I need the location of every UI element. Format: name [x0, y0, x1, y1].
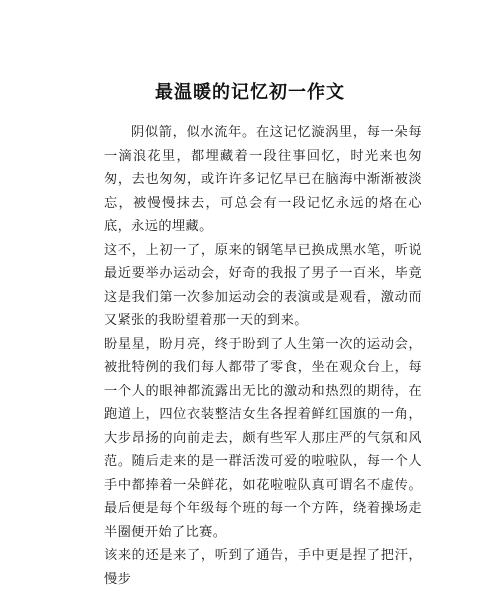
- paragraph-1: 阴似箭，似水流年。在这记忆漩涡里，每一朵每一滴浪花里，都埋藏着一段往事回忆，时光来也匆匆，去也匆匆，或许许多记忆早已在脑海中渐渐被淡忘，被慢慢抹去，可总会有一段记忆永远的烙在心底，永远的埋藏。: [104, 125, 422, 234]
- paragraph-2: 这不，上初一了，原来的钢笔早已换成黑水笔，听说最近要举办运动会，好奇的我报了男子一百米，毕竟这是我们第一次参加运动会的表演或是观看，激动而又紧张的我盼望着那一天的到来。: [104, 242, 422, 328]
- document-body: [104, 121, 422, 591]
- paragraph-4: 该来的还是来了，听到了通告，手中更是捏了把汗，慢步: [104, 548, 422, 587]
- document-title: 最温暖的记忆初一作文: [155, 82, 345, 103]
- paragraph-3: 盼星星，盼月亮，终于盼到了人生第一次的运动会，被批特例的我们每人都带了零食，坐在观众台上，每一个人的眼神都流露出无比的激动和热烈的期待，在跑道上，四位衣装整洁女生各捏着鲜红国旗的一角，大步昂扬的向前走去，颇有些军人那庄严的气氛和风范。随后走来的是一群活泼可爱的啦啦队，每一个人手中都捧着一朵鲜花，如花啦啦队真可谓名不虚传。最后便是每个年级每个班的每一个方阵，绕着操场走半圈便开始了比赛。: [104, 336, 422, 540]
